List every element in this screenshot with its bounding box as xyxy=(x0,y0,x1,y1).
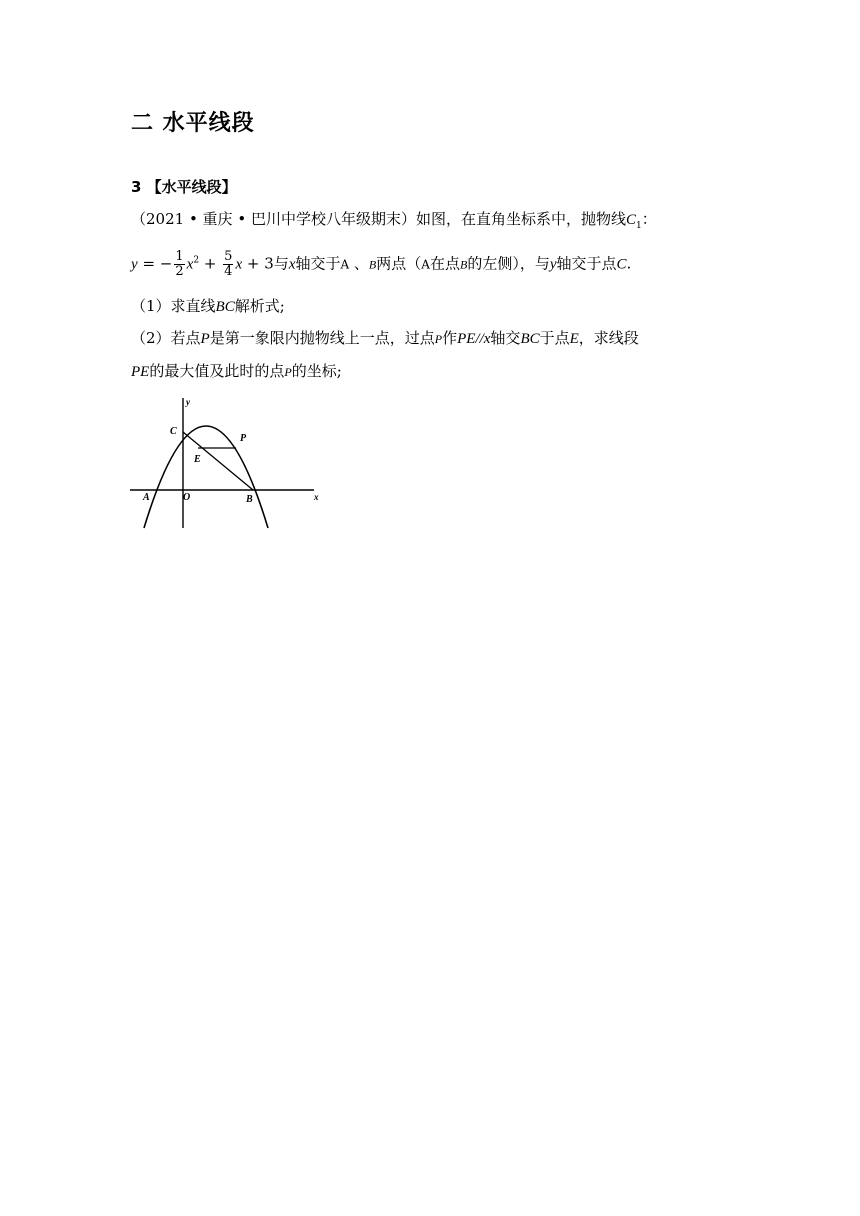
text: 的最大值及此时的点 xyxy=(149,362,285,380)
text: 轴交于 xyxy=(295,254,341,273)
text: 作 xyxy=(442,329,458,347)
question-2-line-2 xyxy=(131,361,342,382)
text: 在点 xyxy=(429,254,460,273)
parabola-figure xyxy=(128,394,328,530)
fraction-five-quarters xyxy=(223,250,233,279)
eq-x: x xyxy=(235,256,243,273)
text: 、 xyxy=(349,254,369,273)
point-a: A xyxy=(421,257,430,272)
eq-equals: = − xyxy=(137,254,173,273)
eq-exponent: 2 xyxy=(193,255,200,266)
point-p: P xyxy=(200,331,210,347)
text: 轴交 xyxy=(490,329,521,347)
text: 是第一象限内抛物线上一点，过点 xyxy=(209,329,435,347)
eq-x-squared: x xyxy=(186,256,194,273)
label-b: B xyxy=(246,494,253,505)
question-2-line-1 xyxy=(131,328,639,349)
label-o: O xyxy=(183,492,191,503)
curve-name: C xyxy=(625,212,636,228)
var-y: y xyxy=(549,256,557,273)
parabola-equation-line xyxy=(131,250,631,279)
point-b: B xyxy=(368,257,377,272)
point-b: B xyxy=(459,257,468,272)
text: （2）若点 xyxy=(131,329,201,347)
label-e: E xyxy=(194,454,201,465)
segment-pe-parallel: PE//x xyxy=(457,331,491,347)
point-e: E xyxy=(569,331,579,347)
statement-text: （2021 • 重庆 • 巴川中学校八年级期末）如图，在直角坐标系中，抛物线 xyxy=(131,210,626,228)
label-x: x xyxy=(314,492,319,502)
eq-y: y xyxy=(131,256,138,273)
eq-plus: + xyxy=(199,254,222,273)
label-a: A xyxy=(143,492,150,503)
problem-statement-line-1 xyxy=(131,209,657,236)
segment-pe: PE xyxy=(131,364,150,380)
fraction-denominator: 4 xyxy=(224,264,233,279)
problem-title: 3 【水平线段】 xyxy=(131,178,237,196)
section-title: 二 水平线段 xyxy=(131,111,255,136)
question-1 xyxy=(131,296,285,317)
text: 于点 xyxy=(539,329,570,347)
fraction-numerator: 1 xyxy=(175,249,184,264)
text: 轴交于点 xyxy=(556,254,617,273)
text: 的左侧），与 xyxy=(467,254,550,273)
fraction-half xyxy=(174,250,184,279)
text: 解析式; xyxy=(234,297,285,315)
text: ，求线段 xyxy=(578,329,639,347)
label-y: y xyxy=(186,397,190,407)
text: 与 xyxy=(273,254,289,273)
parabola-curve xyxy=(144,426,268,528)
text: . xyxy=(626,254,632,273)
text: 的坐标; xyxy=(291,362,342,380)
fraction-denominator: 2 xyxy=(175,264,184,279)
fraction-numerator: 5 xyxy=(224,249,233,264)
line-bc: BC xyxy=(215,299,235,315)
eq-constant: + 3 xyxy=(242,254,274,273)
var-x: x xyxy=(288,256,296,273)
text: （1）求直线 xyxy=(131,297,216,315)
point-c: C xyxy=(616,256,627,273)
line-bc: BC xyxy=(520,331,540,347)
statement-colon: ： xyxy=(641,210,657,228)
label-c: C xyxy=(170,426,177,437)
point-a: A xyxy=(340,257,350,272)
text: 两点（ xyxy=(376,254,422,273)
point-p: P xyxy=(434,332,443,346)
point-p: P xyxy=(284,365,292,379)
label-p: P xyxy=(240,433,247,444)
curve-subscript: 1 xyxy=(635,221,642,231)
